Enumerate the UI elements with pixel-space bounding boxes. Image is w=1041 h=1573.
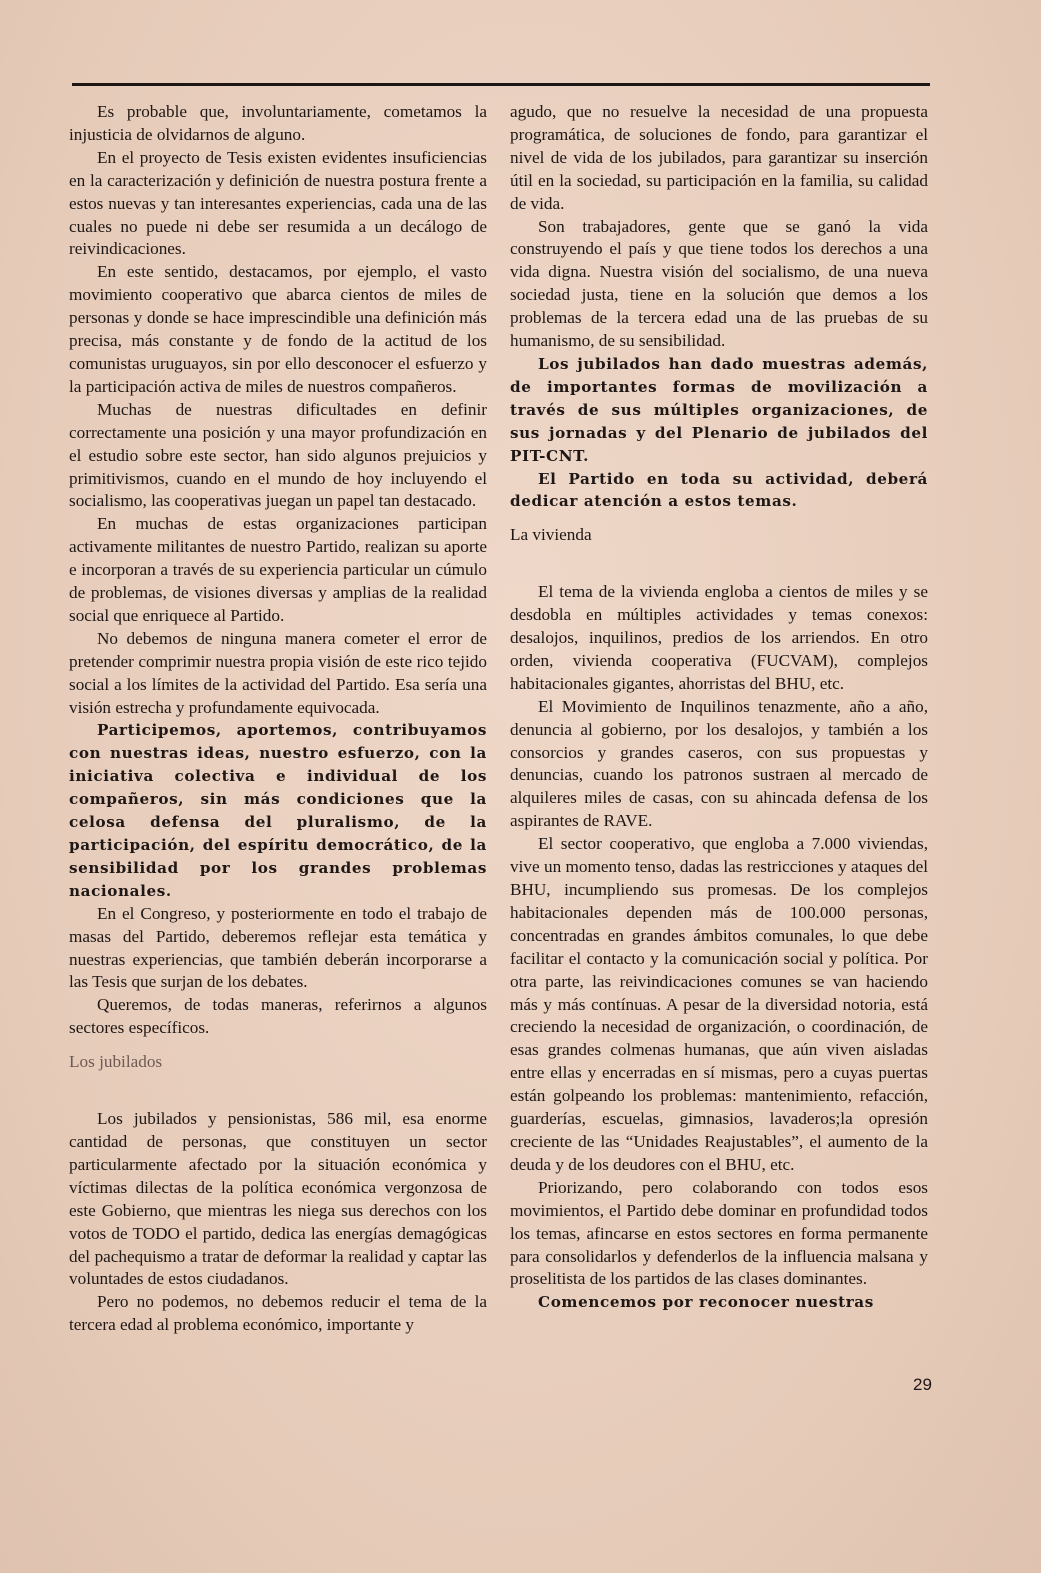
paragraph: Priorizando, pero colaborando con todos esos movimientos, el Partido debe dominar en profundidad todos los temas, afincarse en estos sectores en forma permanente para consolidarlos y defenderlos de la influencia malsana y proselitista de los partidos de las clases dominantes. bbox=[510, 1177, 928, 1289]
left-column bbox=[69, 101, 487, 1337]
paragraph: Muchas de nuestras dificultades en definir correctamente una posición y una mayor profundización en el estudio sobre este sector, han sido algunos prejuicios y primitivismos, cuando en el mundo de hoy incluyendo el socialismo, las cooperativas juegan un papel tan destacado. bbox=[69, 399, 487, 511]
paragraph: Es probable que, involuntariamente, cometamos la injusticia de olvidarnos de alguno. bbox=[69, 102, 487, 144]
paragraph: Son trabajadores, gente que se ganó la vida construyendo el país y que tiene todos los derechos a una vida digna. Nuestra visión del socialismo, de una nueva sociedad justa, tiene en la solución que demos a los problemas de la tercera edad una de las pruebas de su humanismo, de su sensibilidad. bbox=[510, 216, 928, 351]
bold-paragraph: Los jubilados han dado muestras además, de importantes formas de movilización a través de sus múltiples organizaciones, de sus jornadas y del Plenario de jubilados del PIT-CNT. bbox=[510, 354, 928, 465]
paragraph: El tema de la vivienda engloba a cientos de miles y se desdobla en múltiples actividades y temas conexos: desalojos, inquilinos, predios de los arriendos. En otro orden, vivienda cooperativa (FUCVAM), complejos habitacionales gigantes, ahorristas del BHU, etc. bbox=[510, 582, 928, 693]
paragraph: El Movimiento de Inquilinos tenazmente, año a año, denuncia al gobierno, por los desalojos, y también a los consorcios y grandes caseros, con sus propuestas y denuncias, cuando los patronos sustraen al mercado de alquileres miles de casas, con su ahincada defensa de los aspirantes de RAVE. bbox=[510, 696, 928, 831]
paragraph: En el Congreso, y posteriormente en todo el trabajo de masas del Partido, deberemos reflejar esta temática y nuestras experiencias, que también deberán incorporarse a las Tesis que surjan de los debates. bbox=[69, 903, 487, 992]
section-heading-vivienda: La vivienda bbox=[510, 525, 592, 545]
right-column bbox=[510, 101, 928, 1314]
paragraph: En el proyecto de Tesis existen evidentes insuficiencias en la caracterización y definición de nuestra postura frente a estos nuevas y tan interesantes experiencias, cada una de las cuales no puede ni debe ser resumida a un decálogo de reivindicaciones. bbox=[69, 147, 487, 259]
paragraph: Pero no podemos, no debemos reducir el tema de la tercera edad al problema económico, importante y bbox=[69, 1292, 487, 1335]
bold-paragraph: Participemos, aportemos, contribuyamos con nuestras ideas, nuestro esfuerzo, con la iniciativa colectiva e individual de los compañeros, sin más condiciones que la celosa defensa del pluralismo, de la participación, del espíritu democrático, de la sensibilidad por los grandes problemas nacionales. bbox=[69, 721, 487, 900]
paragraph: Queremos, de todas maneras, referirnos a algunos sectores específicos. bbox=[69, 995, 487, 1038]
paragraph: El sector cooperativo, que engloba a 7.000 viviendas, vive un momento tenso, dadas las restricciones y ataques del BHU, incumpliendo sus promesas. De los complejos habitacionales dependen más de 100.000 personas, concentradas en grandes ámbitos comunales, lo que debe facilitar el contacto y la comunicación social y política. Por otra parte, las reivindicaciones comunes se van haciendo más y más contínuas. A pesar de la diversidad notoria, está creciendo la necesidad de organización, o coordinación, de esas grandes colmenas humanas, que aún viven aisladas entre ellas y encerradas en sí mismas, pero a cuyas puertas están golpeando los problemas: mantenimiento, refacción, guarderías, escuelas, gimnasios, lavaderos;la opresión creciente de las “Unidades Reajustables”, el aumento de la deuda y de los deudores con el BHU, etc. bbox=[510, 834, 928, 1174]
paragraph: No debemos de ninguna manera cometer el error de pretender comprimir nuestra propia visión de este rico tejido social a los límites de la actividad del Partido. Esa sería una visión estrecha y profundamente equivocada. bbox=[69, 628, 487, 717]
page-number: 29 bbox=[913, 1375, 932, 1394]
top-rule bbox=[72, 83, 930, 86]
paragraph: En muchas de estas organizaciones participan activamente militantes de nuestro Partido, realizan su aporte e incorporan a través de su experiencia particular un cúmulo de problemas, de visiones diversas y amplias de la realidad social que enriquece al Partido. bbox=[69, 514, 487, 625]
paragraph: En este sentido, destacamos, por ejemplo, el vasto movimiento cooperativo que abarca cientos de miles de personas y donde se hace imprescindible una definición más precisa, más constante y de fondo de la actitud de los comunistas uruguayos, sin por ello desconocer el esfuerzo y la participación activa de miles de nuestros compañeros. bbox=[69, 262, 487, 396]
bold-paragraph: Comencemos por reconocer nuestras bbox=[538, 1293, 874, 1312]
bold-paragraph: El Partido en toda su actividad, deberá dedicar atención a estos temas. bbox=[510, 469, 928, 511]
paragraph: Los jubilados y pensionistas, 586 mil, esa enorme cantidad de personas, que constituyen un sector particularmente afectado por la situación económica y víctimas dilectas de la política económica vergonzosa de este Gobierno, que mientras les niega sus derechos con los votos de TODO el partido, dedica las energías demagógicas del pachequismo a tratar de deformar la realidad y captar las voluntades de estos ciudadanos. bbox=[69, 1109, 487, 1289]
paragraph: agudo, que no resuelve la necesidad de una propuesta programática, de soluciones de fondo, para garantizar el nivel de vida de los jubilados, para garantizar su inserción útil en la sociedad, su participación en la familia, su calidad de vida. bbox=[510, 102, 928, 213]
section-heading-jubilados: Los jubilados bbox=[69, 1052, 163, 1072]
